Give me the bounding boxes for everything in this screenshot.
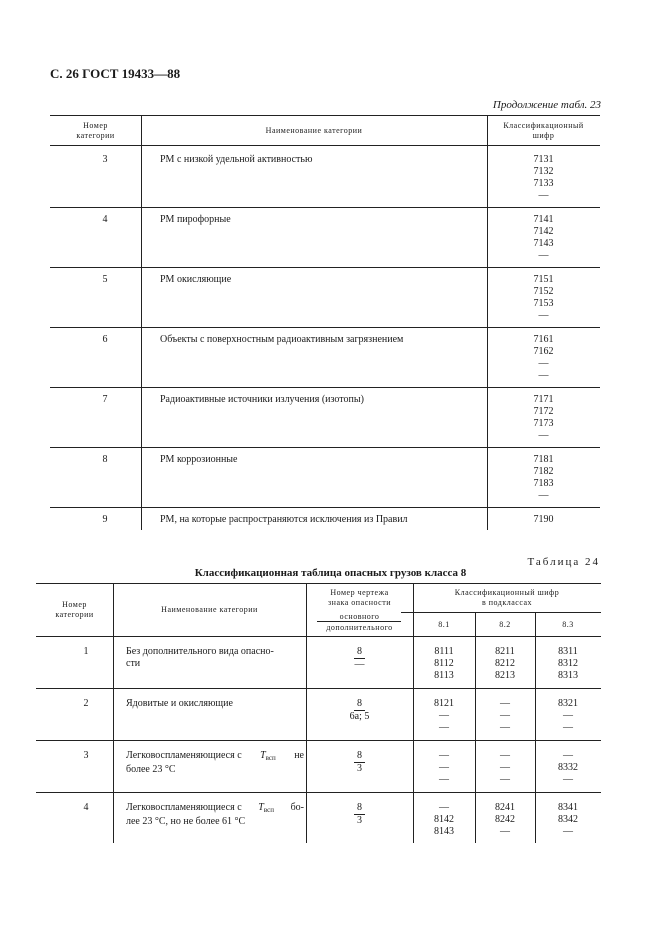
t24-header-name: Наименование категории <box>161 605 258 614</box>
t24-header-sign: Номер чертежа знака опасности <box>328 588 391 607</box>
t24-header-sub-82: 8.2 <box>499 620 511 629</box>
t23-header-code: Классификационный шифр <box>503 121 584 140</box>
t24-header-code: Классификационный шифр в подклассах <box>454 588 560 607</box>
table-24-title: Классификационная таблица опасных грузов класса 8 <box>194 567 467 579</box>
page-header: С. 26 ГОСТ 19433—88 <box>50 66 181 81</box>
t23-header-name: Наименование категории <box>265 126 363 135</box>
continuation-note: Продолжение табл. 23 <box>492 99 601 111</box>
t24-header-sign-main: основного <box>339 612 380 621</box>
t24-header-sub-83: 8.3 <box>562 620 574 629</box>
t24-header-sub-81: 8.1 <box>438 620 450 629</box>
t24-header-sign-extra: дополнительного <box>326 623 393 632</box>
t24-header-number: Номер категории <box>55 600 94 619</box>
table-24-label: Таблица 24 <box>527 556 600 568</box>
t23-header-number: Номер категории <box>76 121 115 140</box>
